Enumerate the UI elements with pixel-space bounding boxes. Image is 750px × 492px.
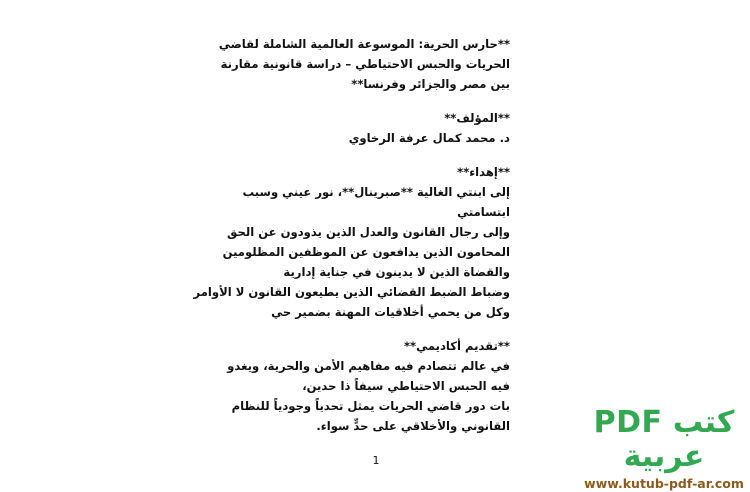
title-line-3: بين مصر والجزائر وفرنسا**: [351, 77, 510, 91]
intro-heading: **تقديم أكاديمي**: [403, 339, 510, 353]
author-heading: **المؤلف**: [444, 111, 510, 125]
author-name: د. محمد كمال عرفة الرخاوي: [348, 131, 510, 145]
watermark-url: www.kutub-pdf-ar.com: [584, 476, 744, 491]
watermark-logo: كتب PDF عربية: [593, 405, 735, 474]
dedication-line-2: ابتسامتي: [457, 205, 510, 219]
intro-line-1: في عالم تتصادم فيه مفاهيم الأمن والحرية، ويغدو: [227, 359, 510, 373]
intro-line-4: القانوني والأخلاقي على حدٍّ سواء.: [316, 419, 510, 433]
dedication-heading: **إهداء**: [457, 165, 510, 179]
dedication-line-1: إلى ابنتي الغالية **صبرينال**، نور عيني وسبب: [242, 185, 510, 199]
dedication-line-5: والقضاة الذين لا يدينون في جناية إدارية: [283, 265, 510, 279]
title-line-1: **حارس الحرية: الموسوعة العالمية الشاملة لقاضي: [218, 37, 510, 51]
dedication-line-3: وإلى رجال القانون والعدل الذين يذودون عن الحق: [227, 225, 510, 239]
dedication-line-4: المحامون الذين يدافعون عن الموظفين المظلومين: [222, 245, 510, 259]
dedication-line-7: وكل من يحمي أخلاقيات المهنة بضمير حي: [271, 305, 510, 319]
watermark: [584, 406, 744, 492]
intro-line-2: فيه الحبس الاحتياطي سيفاً ذا حدين،: [302, 379, 510, 393]
dedication-line-6: وضباط الضبط القضائي الذين يطيعون القانون لا الأوامر: [193, 285, 510, 299]
intro-line-3: بات دور قاضي الحريات يمثل تحدياً وجودياً للنظام: [231, 399, 510, 413]
document-body: [193, 34, 510, 436]
page-number: 1: [372, 454, 380, 467]
title-line-2: الحريات والحبس الاحتياطي – دراسة قانونية مقارنة: [220, 57, 510, 71]
